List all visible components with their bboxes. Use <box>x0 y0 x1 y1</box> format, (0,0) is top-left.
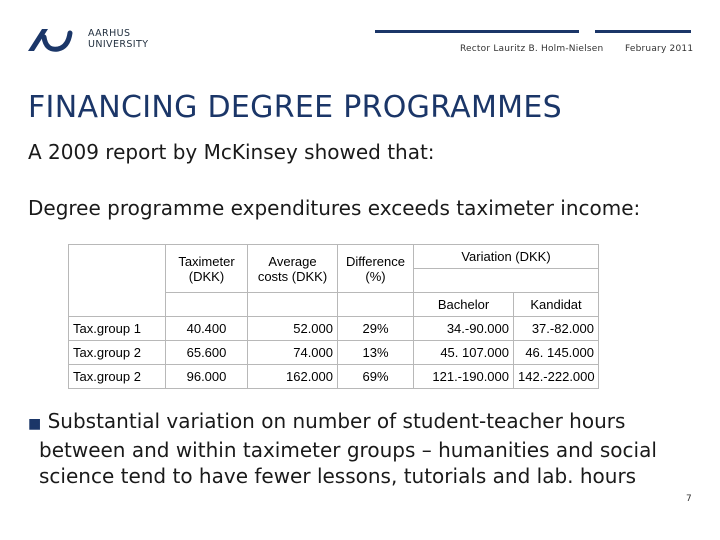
table-row <box>69 341 599 365</box>
bullet-text: Substantial variation on number of student-teacher hours between and within taximeter groups – humanities and social science tend to have fewer lessons, tutorials and lab. hours <box>39 409 657 488</box>
header-kandidat: Kandidat <box>514 293 599 317</box>
header-empty <box>338 293 414 317</box>
row-taximeter: 96.000 <box>166 365 248 389</box>
header-average: Average costs (DKK) <box>248 245 338 293</box>
row-average: 74.000 <box>248 341 338 365</box>
presenter-name: Rector Lauritz B. Holm-Nielsen <box>460 44 604 54</box>
table-corner-cell <box>69 245 166 317</box>
row-difference: 29% <box>338 317 414 341</box>
bullet-square-icon: ■ <box>28 416 42 432</box>
row-bachelor: 121.-190.000 <box>414 365 514 389</box>
header-empty <box>248 293 338 317</box>
row-kandidat: 46. 145.000 <box>514 341 599 365</box>
row-average: 162.000 <box>248 365 338 389</box>
row-difference: 13% <box>338 341 414 365</box>
presentation-date: February 2011 <box>625 44 694 54</box>
table-header-row <box>69 245 599 269</box>
table-row <box>69 365 599 389</box>
university-name: AARHUS UNIVERSITY <box>88 28 149 50</box>
header-difference: Difference (%) <box>338 245 414 293</box>
table-row <box>69 317 599 341</box>
page-number: 7 <box>686 494 692 504</box>
row-taximeter: 40.400 <box>166 317 248 341</box>
row-bachelor: 34.-90.000 <box>414 317 514 341</box>
intro-line: A 2009 report by McKinsey showed that: <box>28 140 435 164</box>
row-average: 52.000 <box>248 317 338 341</box>
header-bachelor: Bachelor <box>414 293 514 317</box>
row-group: Tax.group 2 <box>69 341 166 365</box>
row-kandidat: 142.-222.000 <box>514 365 599 389</box>
row-bachelor: 45. 107.000 <box>414 341 514 365</box>
slide-title: FINANCING DEGREE PROGRAMMES <box>28 90 562 125</box>
header-spacer <box>414 269 599 293</box>
row-difference: 69% <box>338 365 414 389</box>
bullet-point <box>28 408 687 489</box>
aarhus-university-logo <box>26 25 84 53</box>
header-empty <box>166 293 248 317</box>
row-kandidat: 37.-82.000 <box>514 317 599 341</box>
row-taximeter: 65.600 <box>166 341 248 365</box>
row-group: Tax.group 2 <box>69 365 166 389</box>
header-variation: Variation (DKK) <box>414 245 599 269</box>
row-group: Tax.group 1 <box>69 317 166 341</box>
header-bar-presenter <box>375 30 579 33</box>
expenditure-line: Degree programme expenditures exceeds taximeter income: <box>28 196 641 220</box>
header-bar-date <box>595 30 691 33</box>
header-taximeter: Taximeter (DKK) <box>166 245 248 293</box>
financing-table <box>68 244 599 389</box>
